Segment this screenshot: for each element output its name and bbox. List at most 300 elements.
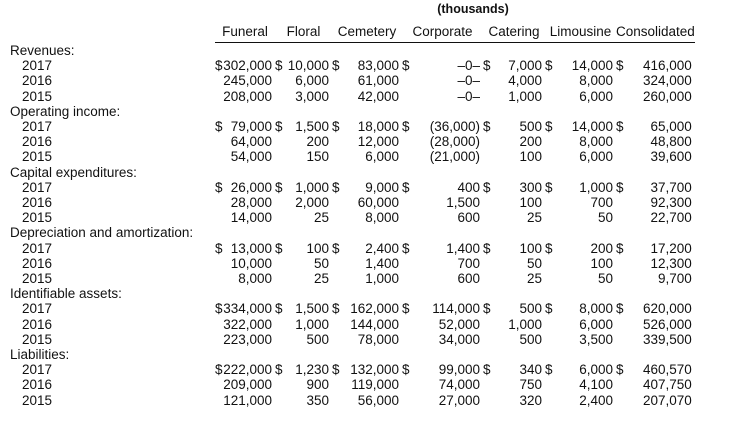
column-header: Consolidated bbox=[616, 22, 695, 43]
table-cell bbox=[483, 362, 545, 377]
currency-symbol: $ bbox=[215, 119, 223, 134]
currency-symbol: $ bbox=[402, 119, 410, 134]
cell-value: 27,000 bbox=[438, 392, 480, 408]
table-cell bbox=[275, 73, 332, 88]
table-cell bbox=[332, 149, 402, 164]
currency-symbol: $ bbox=[332, 301, 340, 317]
table-cell bbox=[332, 393, 402, 408]
table-cell bbox=[545, 317, 616, 332]
currency-symbol: $ bbox=[275, 240, 283, 256]
year-label: 2016 bbox=[22, 134, 53, 150]
cell-value: 17,200 bbox=[650, 240, 692, 256]
table-row bbox=[10, 180, 695, 195]
table-cell bbox=[545, 89, 616, 104]
year-label: 2017 bbox=[22, 301, 53, 317]
cell-value: (21,000) bbox=[429, 149, 480, 165]
empty-cell bbox=[275, 165, 332, 180]
table-cell bbox=[215, 332, 275, 347]
cell-value: 200 bbox=[519, 134, 542, 150]
table-cell bbox=[545, 149, 616, 164]
cell-value: 1,400 bbox=[365, 255, 399, 271]
cell-value: 79,000 bbox=[230, 119, 272, 134]
cell-value: 42,000 bbox=[357, 88, 399, 104]
currency-symbol: $ bbox=[215, 301, 223, 317]
cell-value: 65,000 bbox=[650, 119, 692, 134]
cell-value: 50 bbox=[597, 210, 613, 226]
year-label: 2017 bbox=[22, 240, 53, 256]
table-cell bbox=[616, 119, 695, 134]
section-header-row bbox=[10, 347, 695, 362]
cell-value: 245,000 bbox=[223, 73, 272, 89]
table-cell bbox=[332, 271, 402, 286]
cell-value: 6,000 bbox=[579, 316, 613, 332]
table-cell bbox=[215, 119, 275, 134]
table-row bbox=[10, 119, 695, 134]
table-cell bbox=[332, 89, 402, 104]
cell-value: 6,000 bbox=[579, 88, 613, 104]
cell-value: 48,800 bbox=[650, 134, 692, 150]
cell-value: 100 bbox=[519, 149, 542, 165]
empty-cell bbox=[483, 165, 545, 180]
table-row bbox=[10, 362, 695, 377]
empty-cell bbox=[215, 165, 275, 180]
table-cell bbox=[402, 89, 483, 104]
empty-cell bbox=[616, 286, 695, 301]
cell-value: 3,500 bbox=[579, 331, 613, 347]
cell-value: 500 bbox=[306, 331, 329, 347]
table-body bbox=[10, 43, 695, 408]
table-cell bbox=[275, 241, 332, 256]
cell-value: 620,000 bbox=[643, 301, 692, 317]
table-cell bbox=[215, 89, 275, 104]
currency-symbol: $ bbox=[275, 179, 283, 195]
empty-cell bbox=[275, 104, 332, 119]
cell-value: 100 bbox=[306, 240, 329, 256]
cell-value: 6,000 bbox=[295, 73, 329, 89]
currency-symbol: $ bbox=[402, 240, 410, 256]
table-cell bbox=[332, 377, 402, 392]
cell-value: 10,000 bbox=[287, 58, 329, 74]
section-label: Depreciation and amortization: bbox=[10, 225, 194, 241]
cell-value: 10,000 bbox=[230, 255, 272, 271]
table-cell bbox=[483, 149, 545, 164]
cell-value: 700 bbox=[590, 195, 613, 211]
table-cell bbox=[545, 210, 616, 225]
table-cell bbox=[402, 134, 483, 149]
cell-value: 8,000 bbox=[579, 73, 613, 89]
table-cell bbox=[215, 149, 275, 164]
currency-symbol: $ bbox=[402, 301, 410, 317]
table-cell bbox=[275, 271, 332, 286]
table-cell bbox=[215, 73, 275, 88]
cell-value: 207,070 bbox=[643, 392, 692, 408]
cell-value: 56,000 bbox=[357, 392, 399, 408]
table-cell bbox=[616, 73, 695, 88]
header-row bbox=[10, 22, 695, 43]
currency-symbol: $ bbox=[275, 119, 283, 134]
table-cell bbox=[332, 241, 402, 256]
table-cell bbox=[402, 119, 483, 134]
cell-value: 50 bbox=[313, 255, 329, 271]
cell-value: 7,000 bbox=[508, 58, 542, 74]
table-cell bbox=[545, 271, 616, 286]
currency-symbol: $ bbox=[275, 301, 283, 317]
table-cell bbox=[483, 271, 545, 286]
empty-cell bbox=[332, 347, 402, 362]
empty-cell bbox=[545, 286, 616, 301]
table-row bbox=[10, 301, 695, 316]
table-header bbox=[10, 22, 695, 43]
table-cell bbox=[215, 241, 275, 256]
empty-cell bbox=[545, 347, 616, 362]
table-cell bbox=[275, 89, 332, 104]
table-cell bbox=[545, 332, 616, 347]
empty-cell bbox=[402, 347, 483, 362]
table-cell bbox=[402, 149, 483, 164]
table-cell bbox=[332, 210, 402, 225]
column-header: Corporate bbox=[402, 22, 483, 43]
cell-value: 37,700 bbox=[650, 179, 692, 195]
empty-cell bbox=[402, 165, 483, 180]
empty-cell bbox=[332, 165, 402, 180]
table-cell bbox=[545, 73, 616, 88]
table-cell bbox=[275, 393, 332, 408]
table-row bbox=[10, 195, 695, 210]
table-cell bbox=[402, 301, 483, 316]
section-header-row bbox=[10, 104, 695, 119]
currency-symbol: $ bbox=[545, 362, 553, 378]
year-label: 2015 bbox=[22, 331, 53, 347]
year-label: 2016 bbox=[22, 377, 53, 393]
empty-cell bbox=[483, 225, 545, 240]
cell-value: 99,000 bbox=[438, 362, 480, 378]
currency-symbol: $ bbox=[616, 240, 624, 256]
cell-value: 119,000 bbox=[351, 377, 399, 393]
table-cell bbox=[332, 256, 402, 271]
currency-symbol: $ bbox=[215, 58, 223, 74]
table-cell bbox=[332, 317, 402, 332]
empty-cell bbox=[545, 225, 616, 240]
year-label: 2017 bbox=[22, 362, 53, 378]
table-cell bbox=[332, 301, 402, 316]
table-cell bbox=[402, 362, 483, 377]
empty-cell bbox=[275, 43, 332, 59]
year-label: 2016 bbox=[22, 73, 53, 89]
cell-value: 100 bbox=[519, 195, 542, 211]
currency-symbol: $ bbox=[332, 119, 340, 134]
cell-value: 64,000 bbox=[230, 134, 272, 150]
cell-value: 6,000 bbox=[579, 362, 613, 378]
year-label: 2016 bbox=[22, 316, 53, 332]
table-cell bbox=[215, 301, 275, 316]
cell-value: 334,000 bbox=[223, 301, 272, 317]
table-cell bbox=[545, 241, 616, 256]
table-cell bbox=[616, 393, 695, 408]
currency-symbol: $ bbox=[402, 179, 410, 195]
cell-value: 416,000 bbox=[643, 58, 692, 74]
cell-value: 52,000 bbox=[438, 316, 480, 332]
empty-cell bbox=[215, 286, 275, 301]
table-cell bbox=[483, 317, 545, 332]
table-cell bbox=[275, 119, 332, 134]
year-label: 2015 bbox=[22, 149, 53, 165]
empty-cell bbox=[402, 104, 483, 119]
table-row bbox=[10, 210, 695, 225]
year-label: 2016 bbox=[22, 195, 53, 211]
column-header: Catering bbox=[483, 22, 545, 43]
empty-cell bbox=[402, 286, 483, 301]
cell-value: 400 bbox=[457, 179, 480, 195]
table-cell bbox=[483, 73, 545, 88]
cell-value: 526,000 bbox=[643, 316, 692, 332]
table-cell bbox=[215, 271, 275, 286]
section-header-row bbox=[10, 225, 695, 240]
cell-value: 200 bbox=[590, 240, 613, 256]
table-cell bbox=[275, 332, 332, 347]
currency-symbol: $ bbox=[616, 362, 624, 378]
table-cell bbox=[332, 332, 402, 347]
table-cell bbox=[275, 377, 332, 392]
cell-value: 1,000 bbox=[579, 179, 613, 195]
table-cell bbox=[215, 210, 275, 225]
table-cell bbox=[402, 180, 483, 195]
cell-value: 50 bbox=[597, 271, 613, 287]
cell-value: 1,000 bbox=[295, 316, 329, 332]
segment-table bbox=[10, 22, 695, 408]
cell-value: 339,500 bbox=[643, 331, 692, 347]
empty-cell bbox=[616, 43, 695, 59]
cell-value: –0– bbox=[457, 88, 480, 104]
table-cell bbox=[483, 210, 545, 225]
table-cell bbox=[332, 195, 402, 210]
table-row bbox=[10, 271, 695, 286]
cell-value: 74,000 bbox=[438, 377, 480, 393]
table-cell bbox=[545, 180, 616, 195]
year-label: 2016 bbox=[22, 255, 53, 271]
cell-value: 208,000 bbox=[223, 88, 272, 104]
table-cell bbox=[275, 362, 332, 377]
cell-value: 1,500 bbox=[295, 119, 329, 134]
cell-value: 14,000 bbox=[571, 119, 613, 134]
cell-value: 2,400 bbox=[579, 392, 613, 408]
table-cell bbox=[215, 256, 275, 271]
currency-symbol: $ bbox=[545, 119, 553, 134]
cell-value: 60,000 bbox=[357, 195, 399, 211]
cell-value: 13,000 bbox=[230, 240, 272, 256]
cell-value: 26,000 bbox=[230, 179, 272, 195]
empty-cell bbox=[332, 286, 402, 301]
table-cell bbox=[616, 332, 695, 347]
table-cell bbox=[483, 332, 545, 347]
cell-value: 1,400 bbox=[446, 240, 480, 256]
cell-value: (36,000) bbox=[429, 119, 480, 134]
cell-value: 9,700 bbox=[658, 271, 692, 287]
table-row bbox=[10, 393, 695, 408]
table-cell bbox=[616, 149, 695, 164]
table-cell bbox=[275, 134, 332, 149]
currency-symbol: $ bbox=[616, 301, 624, 317]
cell-value: 132,000 bbox=[350, 362, 399, 378]
currency-symbol: $ bbox=[483, 301, 491, 317]
currency-symbol: $ bbox=[275, 362, 283, 378]
empty-cell bbox=[215, 104, 275, 119]
cell-value: 34,000 bbox=[438, 331, 480, 347]
cell-value: 8,000 bbox=[238, 271, 272, 287]
section-header-row bbox=[10, 165, 695, 180]
cell-value: 83,000 bbox=[357, 58, 399, 74]
table-cell bbox=[402, 377, 483, 392]
empty-cell bbox=[545, 43, 616, 59]
empty-cell bbox=[332, 104, 402, 119]
cell-value: 340 bbox=[519, 362, 542, 378]
cell-value: 8,000 bbox=[579, 301, 613, 317]
section-label: Operating income: bbox=[10, 103, 121, 119]
cell-value: 2,400 bbox=[365, 240, 399, 256]
cell-value: 4,100 bbox=[579, 377, 613, 393]
cell-value: 1,000 bbox=[365, 271, 399, 287]
currency-symbol: $ bbox=[483, 58, 491, 74]
column-header: Limousine bbox=[545, 22, 616, 43]
table-cell bbox=[545, 119, 616, 134]
table-cell bbox=[402, 195, 483, 210]
currency-symbol: $ bbox=[545, 58, 553, 74]
cell-value: 22,700 bbox=[650, 210, 692, 226]
cell-value: 1,500 bbox=[446, 195, 480, 211]
table-cell bbox=[483, 180, 545, 195]
table-cell bbox=[545, 362, 616, 377]
cell-value: 61,000 bbox=[357, 73, 399, 89]
cell-value: 8,000 bbox=[579, 134, 613, 150]
cell-value: 39,600 bbox=[650, 149, 692, 165]
currency-symbol: $ bbox=[616, 58, 624, 74]
table-cell bbox=[332, 180, 402, 195]
cell-value: 1,500 bbox=[295, 301, 329, 317]
cell-value: 302,000 bbox=[223, 58, 272, 74]
empty-cell bbox=[483, 347, 545, 362]
table-cell bbox=[483, 195, 545, 210]
currency-symbol: $ bbox=[483, 240, 491, 256]
table-cell bbox=[402, 210, 483, 225]
column-header: Cemetery bbox=[332, 22, 402, 43]
empty-cell bbox=[215, 43, 275, 59]
cell-value: 209,000 bbox=[223, 377, 272, 393]
table-cell bbox=[483, 377, 545, 392]
currency-symbol: $ bbox=[483, 119, 491, 134]
cell-value: 18,000 bbox=[357, 119, 399, 134]
year-label: 2017 bbox=[22, 58, 53, 74]
table-cell bbox=[402, 73, 483, 88]
empty-cell bbox=[616, 165, 695, 180]
table-cell bbox=[483, 119, 545, 134]
empty-cell bbox=[275, 225, 332, 240]
table-cell bbox=[215, 180, 275, 195]
table-cell bbox=[483, 301, 545, 316]
cell-value: 2,000 bbox=[295, 195, 329, 211]
table-cell bbox=[275, 301, 332, 316]
currency-symbol: $ bbox=[402, 362, 410, 378]
table-cell bbox=[402, 256, 483, 271]
table-cell bbox=[616, 241, 695, 256]
cell-value: 407,750 bbox=[643, 377, 692, 393]
cell-value: 260,000 bbox=[643, 88, 692, 104]
table-row bbox=[10, 149, 695, 164]
table-cell bbox=[545, 195, 616, 210]
empty-cell bbox=[275, 347, 332, 362]
cell-value: 900 bbox=[306, 377, 329, 393]
empty-cell bbox=[215, 347, 275, 362]
empty-cell bbox=[545, 165, 616, 180]
table-row bbox=[10, 317, 695, 332]
column-header: Funeral bbox=[215, 22, 275, 43]
currency-symbol: $ bbox=[215, 240, 223, 256]
currency-symbol: $ bbox=[483, 362, 491, 378]
section-header-row bbox=[10, 43, 695, 59]
table-cell bbox=[616, 210, 695, 225]
cell-value: 25 bbox=[313, 210, 329, 226]
cell-value: 324,000 bbox=[643, 73, 692, 89]
table-cell bbox=[483, 134, 545, 149]
table-cell bbox=[275, 317, 332, 332]
cell-value: 4,000 bbox=[508, 73, 542, 89]
table-cell bbox=[332, 362, 402, 377]
cell-value: 1,000 bbox=[508, 316, 542, 332]
currency-symbol: $ bbox=[616, 179, 624, 195]
table-cell bbox=[545, 377, 616, 392]
table-cell bbox=[275, 149, 332, 164]
table-cell bbox=[483, 256, 545, 271]
cell-value: 100 bbox=[590, 255, 613, 271]
table-cell bbox=[616, 89, 695, 104]
cell-value: 350 bbox=[306, 392, 329, 408]
cell-value: 200 bbox=[306, 134, 329, 150]
cell-value: 750 bbox=[519, 377, 542, 393]
section-label: Identifiable assets: bbox=[10, 286, 122, 302]
table-cell bbox=[402, 317, 483, 332]
table-cell bbox=[275, 256, 332, 271]
cell-value: 500 bbox=[519, 301, 542, 317]
cell-value: 14,000 bbox=[230, 210, 272, 226]
table-cell bbox=[402, 271, 483, 286]
table-row bbox=[10, 241, 695, 256]
cell-value: –0– bbox=[457, 58, 480, 74]
table-cell bbox=[616, 301, 695, 316]
cell-value: (28,000) bbox=[429, 134, 480, 150]
cell-value: 12,000 bbox=[357, 134, 399, 150]
cell-value: 320 bbox=[519, 392, 542, 408]
cell-value: 3,000 bbox=[295, 88, 329, 104]
empty-cell bbox=[275, 286, 332, 301]
table-cell bbox=[402, 241, 483, 256]
unit-label: (thousands) bbox=[437, 2, 509, 16]
table-cell bbox=[616, 377, 695, 392]
currency-symbol: $ bbox=[332, 362, 340, 378]
table-cell bbox=[545, 134, 616, 149]
cell-value: 150 bbox=[306, 149, 329, 165]
cell-value: 500 bbox=[519, 119, 542, 134]
empty-cell bbox=[616, 347, 695, 362]
empty-cell bbox=[616, 225, 695, 240]
table-cell bbox=[275, 195, 332, 210]
currency-symbol: $ bbox=[545, 240, 553, 256]
cell-value: 144,000 bbox=[350, 316, 399, 332]
table-cell bbox=[545, 393, 616, 408]
table-cell bbox=[215, 134, 275, 149]
table-row bbox=[10, 332, 695, 347]
table-cell bbox=[545, 58, 616, 73]
table-cell bbox=[332, 58, 402, 73]
year-label: 2015 bbox=[22, 392, 53, 408]
cell-value: 700 bbox=[457, 255, 480, 271]
